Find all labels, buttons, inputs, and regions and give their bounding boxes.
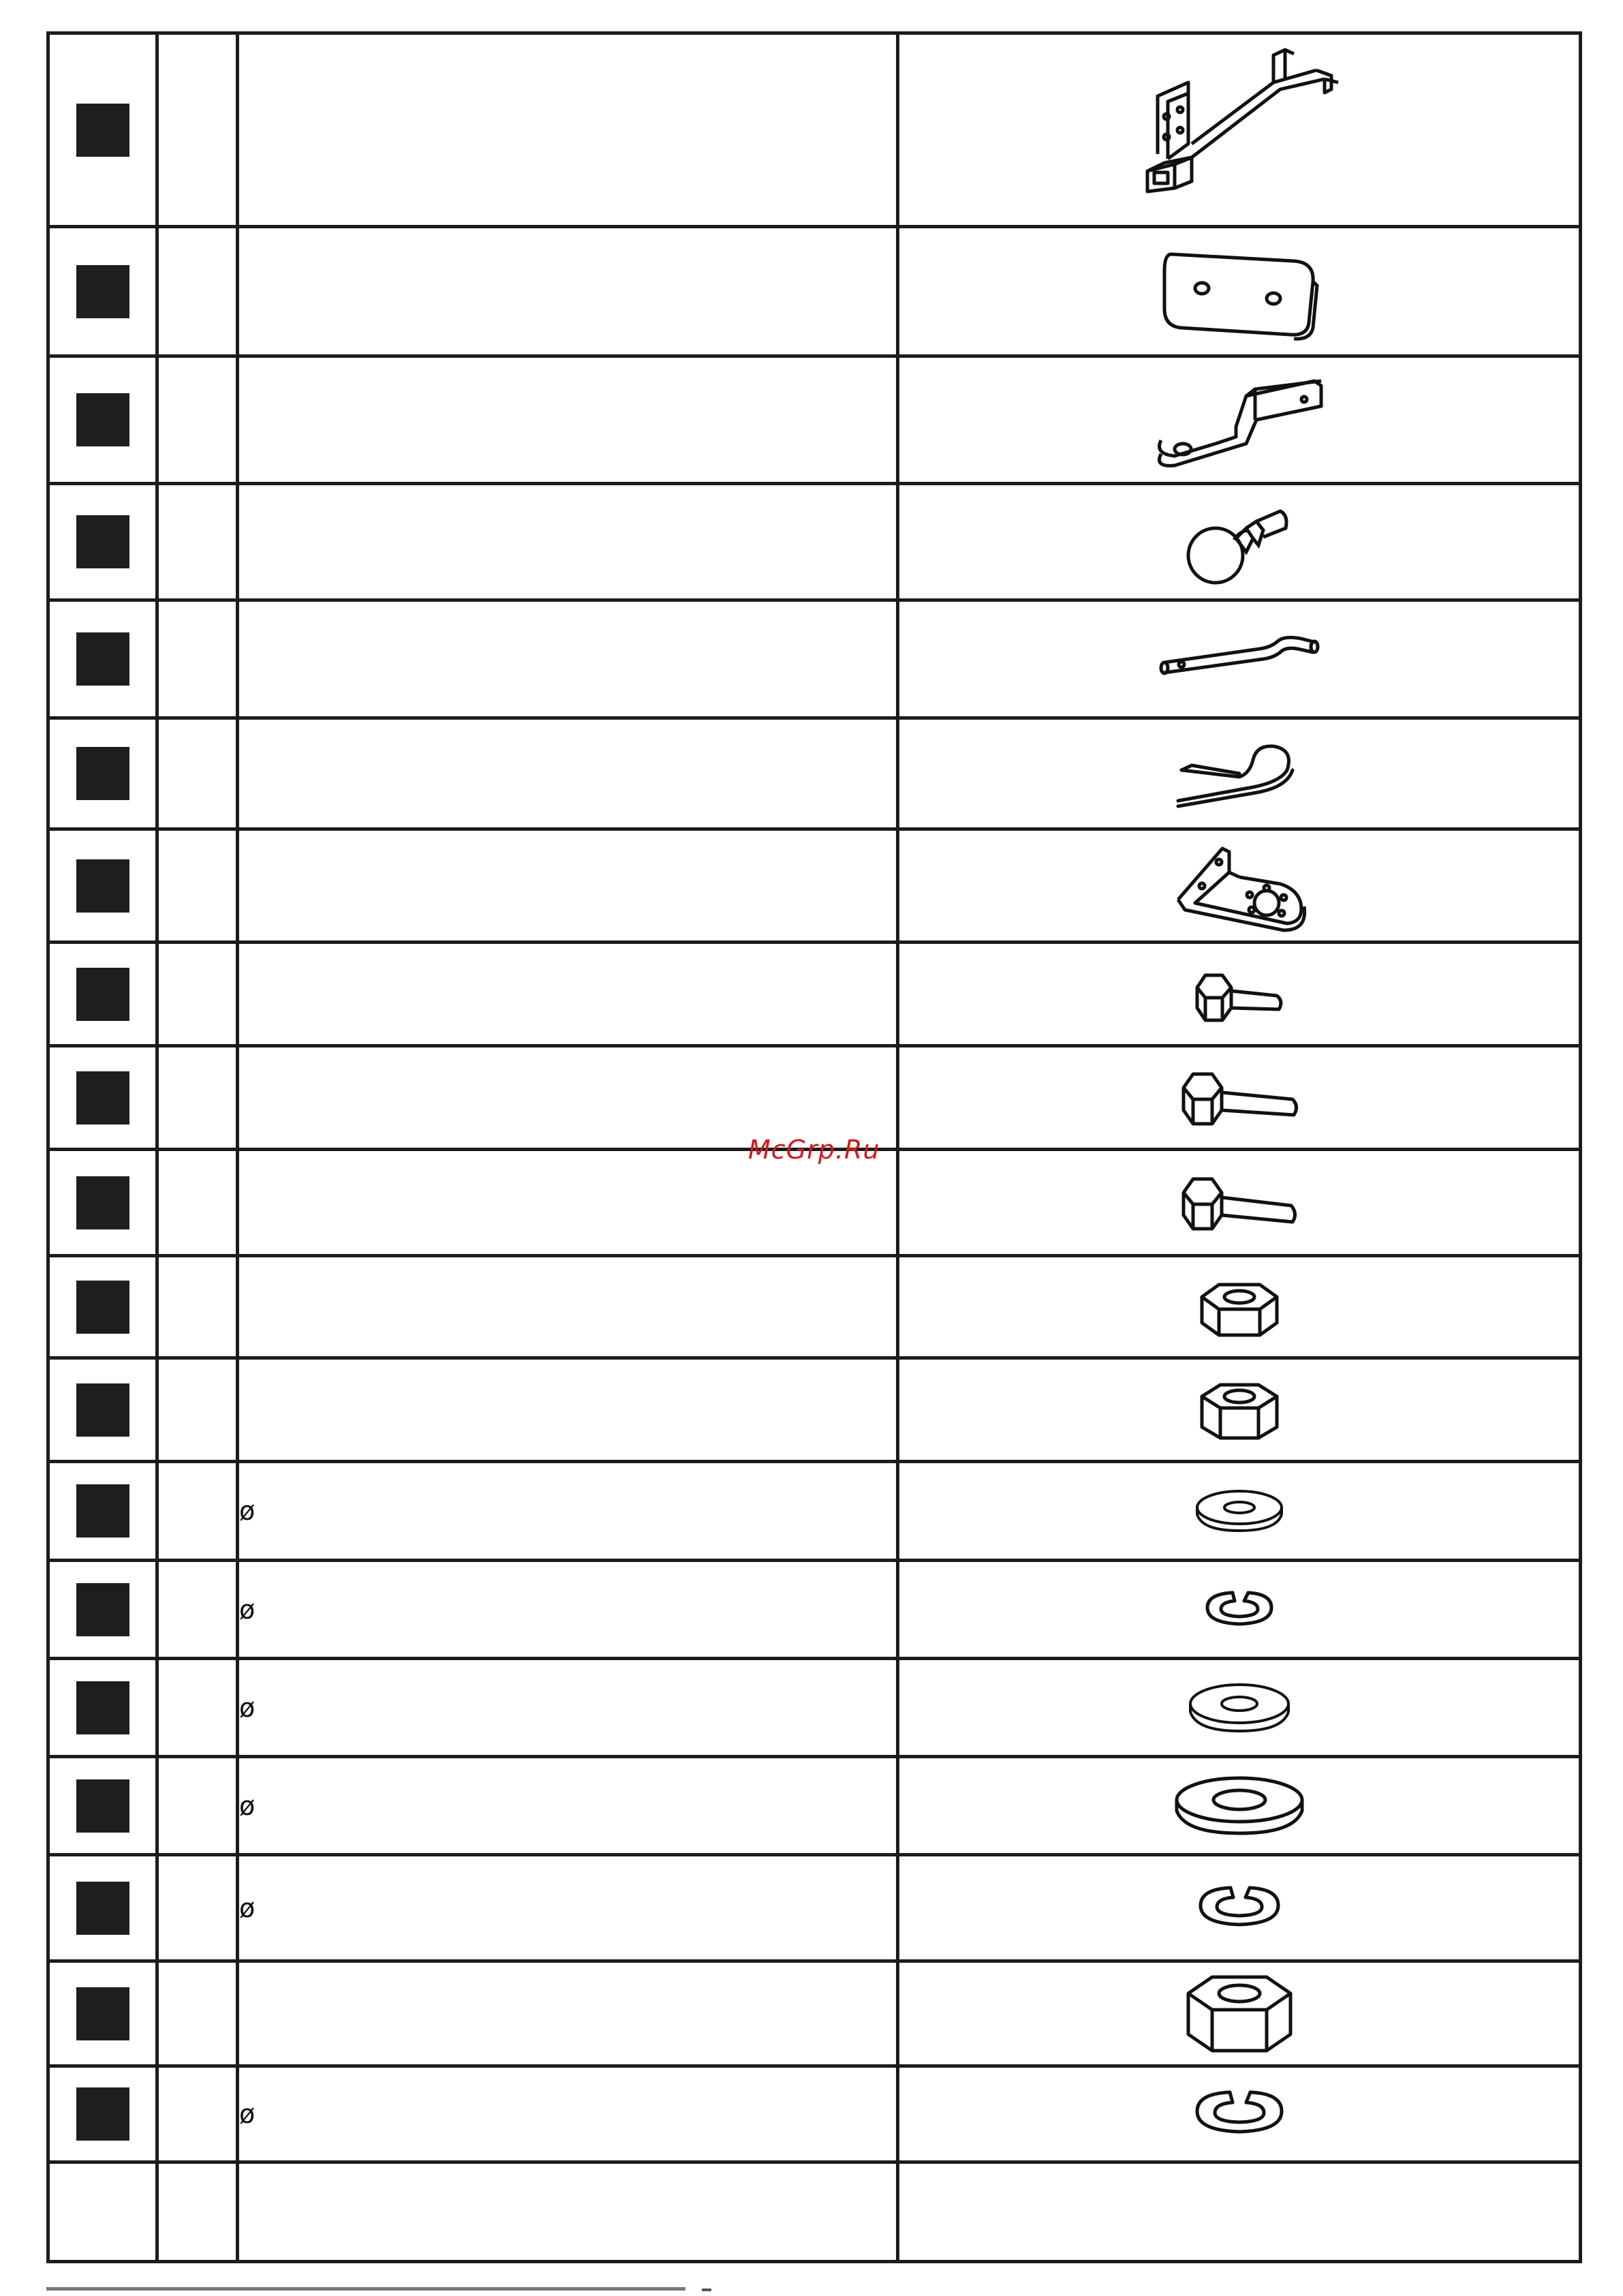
table-row [48, 1961, 1581, 2066]
description-cell [238, 1046, 898, 1150]
watermark-text: McGrp.Ru [748, 1135, 880, 1165]
table-row [48, 1561, 1581, 1659]
table-row [48, 2162, 1581, 2262]
footer-rule [46, 2287, 685, 2291]
description-cell [238, 1150, 898, 1256]
table-row [48, 1659, 1581, 1757]
diameter-symbol: ø [239, 1594, 256, 1625]
part-marker [76, 968, 129, 1021]
quantity-cell [157, 718, 238, 829]
quantity-cell [157, 1150, 238, 1256]
part-marker [76, 1176, 129, 1229]
description-cell [238, 600, 898, 718]
quantity-cell [157, 1256, 238, 1358]
part-marker [76, 393, 129, 446]
description-cell [238, 718, 898, 829]
quantity-cell [157, 1358, 238, 1462]
large-nut-icon [1178, 1966, 1301, 2062]
table-row [48, 33, 1581, 227]
table-row [48, 1358, 1581, 1462]
description-cell [238, 2162, 898, 2262]
small-nut-icon [1192, 1270, 1287, 1345]
part-marker-cell [48, 33, 157, 227]
description-cell [238, 1659, 898, 1757]
description-cell [238, 1757, 898, 1855]
part-marker [76, 2087, 129, 2141]
table-row [48, 943, 1581, 1046]
quantity-cell [157, 1855, 238, 1961]
spring-washer-large-icon [1185, 2080, 1294, 2148]
description-cell [238, 1961, 898, 2066]
table-row [48, 484, 1581, 600]
quantity-cell [157, 829, 238, 943]
table-row [48, 718, 1581, 829]
table-row [48, 1150, 1581, 1256]
description-cell [238, 227, 898, 356]
diameter-symbol: ø [239, 1790, 256, 1821]
spring-washer-medium-icon [1188, 1874, 1290, 1942]
socket-bracket-icon [1164, 835, 1314, 937]
part-marker-cell [48, 2162, 157, 2262]
part-marker [76, 1383, 129, 1437]
description-cell [238, 33, 898, 227]
spring-washer-small-icon [1195, 1579, 1284, 1640]
description-cell [238, 1855, 898, 1961]
description-cell [238, 943, 898, 1046]
table-row [48, 1757, 1581, 1855]
part-marker [76, 265, 129, 318]
quantity-cell [157, 1462, 238, 1561]
illustration-cell [898, 33, 1581, 227]
description-cell [238, 356, 898, 484]
part-marker [76, 1779, 129, 1833]
part-marker [76, 1583, 129, 1636]
quantity-cell [157, 33, 238, 227]
diameter-symbol: ø [239, 1496, 256, 1526]
quantity-cell [157, 1046, 238, 1150]
quantity-cell [157, 1757, 238, 1855]
r-clip-icon [1164, 733, 1314, 814]
part-marker [76, 747, 129, 800]
diameter-symbol: ø [239, 2099, 256, 2129]
description-cell [238, 484, 898, 600]
table-row [48, 1256, 1581, 1358]
table-row [48, 600, 1581, 718]
part-marker [76, 104, 129, 157]
part-marker [76, 859, 129, 913]
medium-nut-icon [1192, 1373, 1287, 1448]
part-marker [76, 1681, 129, 1734]
tow-bar-frame-icon [1127, 42, 1352, 219]
part-marker [76, 632, 129, 686]
table-row [48, 2066, 1581, 2162]
flat-washer-medium-icon [1181, 1674, 1297, 1742]
quantity-cell [157, 1561, 238, 1659]
quantity-cell [157, 600, 238, 718]
tow-ball-icon [1171, 491, 1308, 593]
flat-washer-large-icon [1168, 1769, 1311, 1843]
illustration-cell [898, 2162, 1581, 2262]
long-bolt-icon [1171, 1169, 1308, 1237]
table-row [48, 1462, 1581, 1561]
part-marker [76, 1484, 129, 1537]
medium-bolt-icon [1171, 1064, 1308, 1132]
quantity-cell [157, 1659, 238, 1757]
description-cell [238, 1358, 898, 1462]
table-row [48, 829, 1581, 943]
hitch-pin-icon [1151, 622, 1328, 697]
table-row [48, 356, 1581, 484]
part-marker [76, 1281, 129, 1334]
description-cell [238, 829, 898, 943]
description-cell [238, 2066, 898, 2162]
diameter-symbol: ø [239, 1692, 256, 1723]
ball-mount-drawbar-icon [1147, 369, 1331, 471]
part-marker [76, 515, 129, 568]
table-row [48, 1855, 1581, 1961]
description-cell [238, 1561, 898, 1659]
part-marker [76, 1882, 129, 1935]
quantity-cell [157, 1961, 238, 2066]
table-row [48, 1046, 1581, 1150]
diameter-symbol: ø [239, 1893, 256, 1923]
quantity-cell [157, 2066, 238, 2162]
table-row [48, 227, 1581, 356]
quantity-cell [157, 484, 238, 600]
flat-washer-small-icon [1188, 1480, 1290, 1542]
quantity-cell [157, 227, 238, 356]
description-cell [238, 1462, 898, 1561]
footer-tick [702, 2289, 711, 2291]
description-cell [238, 1256, 898, 1358]
part-marker [76, 1071, 129, 1124]
short-bolt-icon [1185, 960, 1294, 1028]
mounting-plate-icon [1151, 241, 1328, 343]
quantity-cell [157, 2162, 238, 2262]
part-marker [76, 1987, 129, 2040]
quantity-cell [157, 356, 238, 484]
quantity-cell [157, 943, 238, 1046]
